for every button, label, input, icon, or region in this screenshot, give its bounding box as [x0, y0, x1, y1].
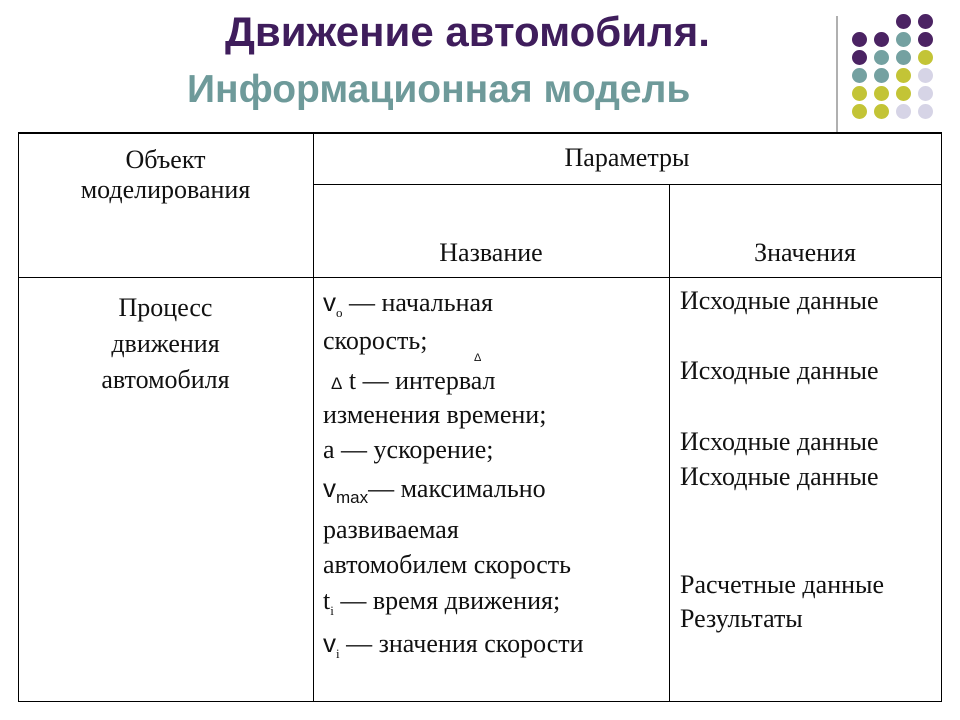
value-vi: Результаты — [680, 604, 803, 633]
table-border-right — [941, 133, 942, 702]
value-a: Исходные данные — [680, 427, 879, 456]
param-vmax-cont2: автомобилем скорость — [323, 550, 572, 579]
param-vmax: $v_{max}—$ максимально — [323, 473, 546, 507]
param-a: a — ускорение; — [323, 435, 494, 464]
param-dt: Δ t — интервал — [331, 366, 496, 395]
decor-dot — [852, 104, 867, 119]
table-col-divider-1 — [313, 133, 314, 702]
decor-dot — [874, 50, 889, 65]
header-name: Название — [439, 238, 543, 267]
value-ti: Расчетные данные — [680, 570, 885, 599]
table-border-top — [18, 133, 942, 134]
header-parameters: Параметры — [564, 143, 690, 172]
decor-dot — [896, 50, 911, 65]
decor-dot — [918, 86, 933, 101]
decor-dot — [852, 86, 867, 101]
param-dt-cont: изменения времени; — [323, 400, 547, 429]
decor-divider — [836, 16, 838, 132]
param-ti: $t_i$ — время движения; — [323, 586, 561, 618]
decor-dot — [918, 104, 933, 119]
delta-icon: Δ — [474, 352, 482, 364]
table-border-bottom — [18, 701, 942, 702]
decor-dot — [896, 104, 911, 119]
decor-dot — [918, 32, 933, 47]
decor-dot — [896, 32, 911, 47]
decor-dot — [852, 32, 867, 47]
value-v0: Исходные данные — [680, 286, 879, 315]
table-header-divider — [313, 184, 942, 185]
decor-dot — [918, 14, 933, 29]
table-border-left — [18, 133, 19, 702]
decor-dot — [874, 68, 889, 83]
decor-dot — [874, 32, 889, 47]
header-object: Объект моделирования — [80, 145, 251, 204]
value-vmax: Исходные данные — [680, 462, 879, 491]
decor-dot — [896, 86, 911, 101]
decor-dot — [896, 14, 911, 29]
param-v0-cont: скорость; — [323, 326, 428, 355]
slide-subtitle: Информационная модель — [187, 68, 691, 111]
decor-dot — [896, 68, 911, 83]
table-header-bottom — [18, 277, 942, 278]
decor-dot — [874, 86, 889, 101]
decor-dot — [874, 104, 889, 119]
header-values: Значения — [754, 238, 856, 267]
decor-dot — [852, 50, 867, 65]
param-vmax-cont1: развиваемая — [323, 515, 459, 544]
object-cell: Процесс движения автомобиля — [101, 293, 230, 394]
param-v0: $v_o$ — начальная — [323, 287, 494, 320]
slide-title: Движение автомобиля. — [225, 8, 710, 55]
decor-dot — [918, 50, 933, 65]
value-dt: Исходные данные — [680, 356, 879, 385]
decor-dot — [918, 68, 933, 83]
decor-dot — [852, 68, 867, 83]
param-vi: $v_i$ — значения скорости — [323, 628, 584, 661]
